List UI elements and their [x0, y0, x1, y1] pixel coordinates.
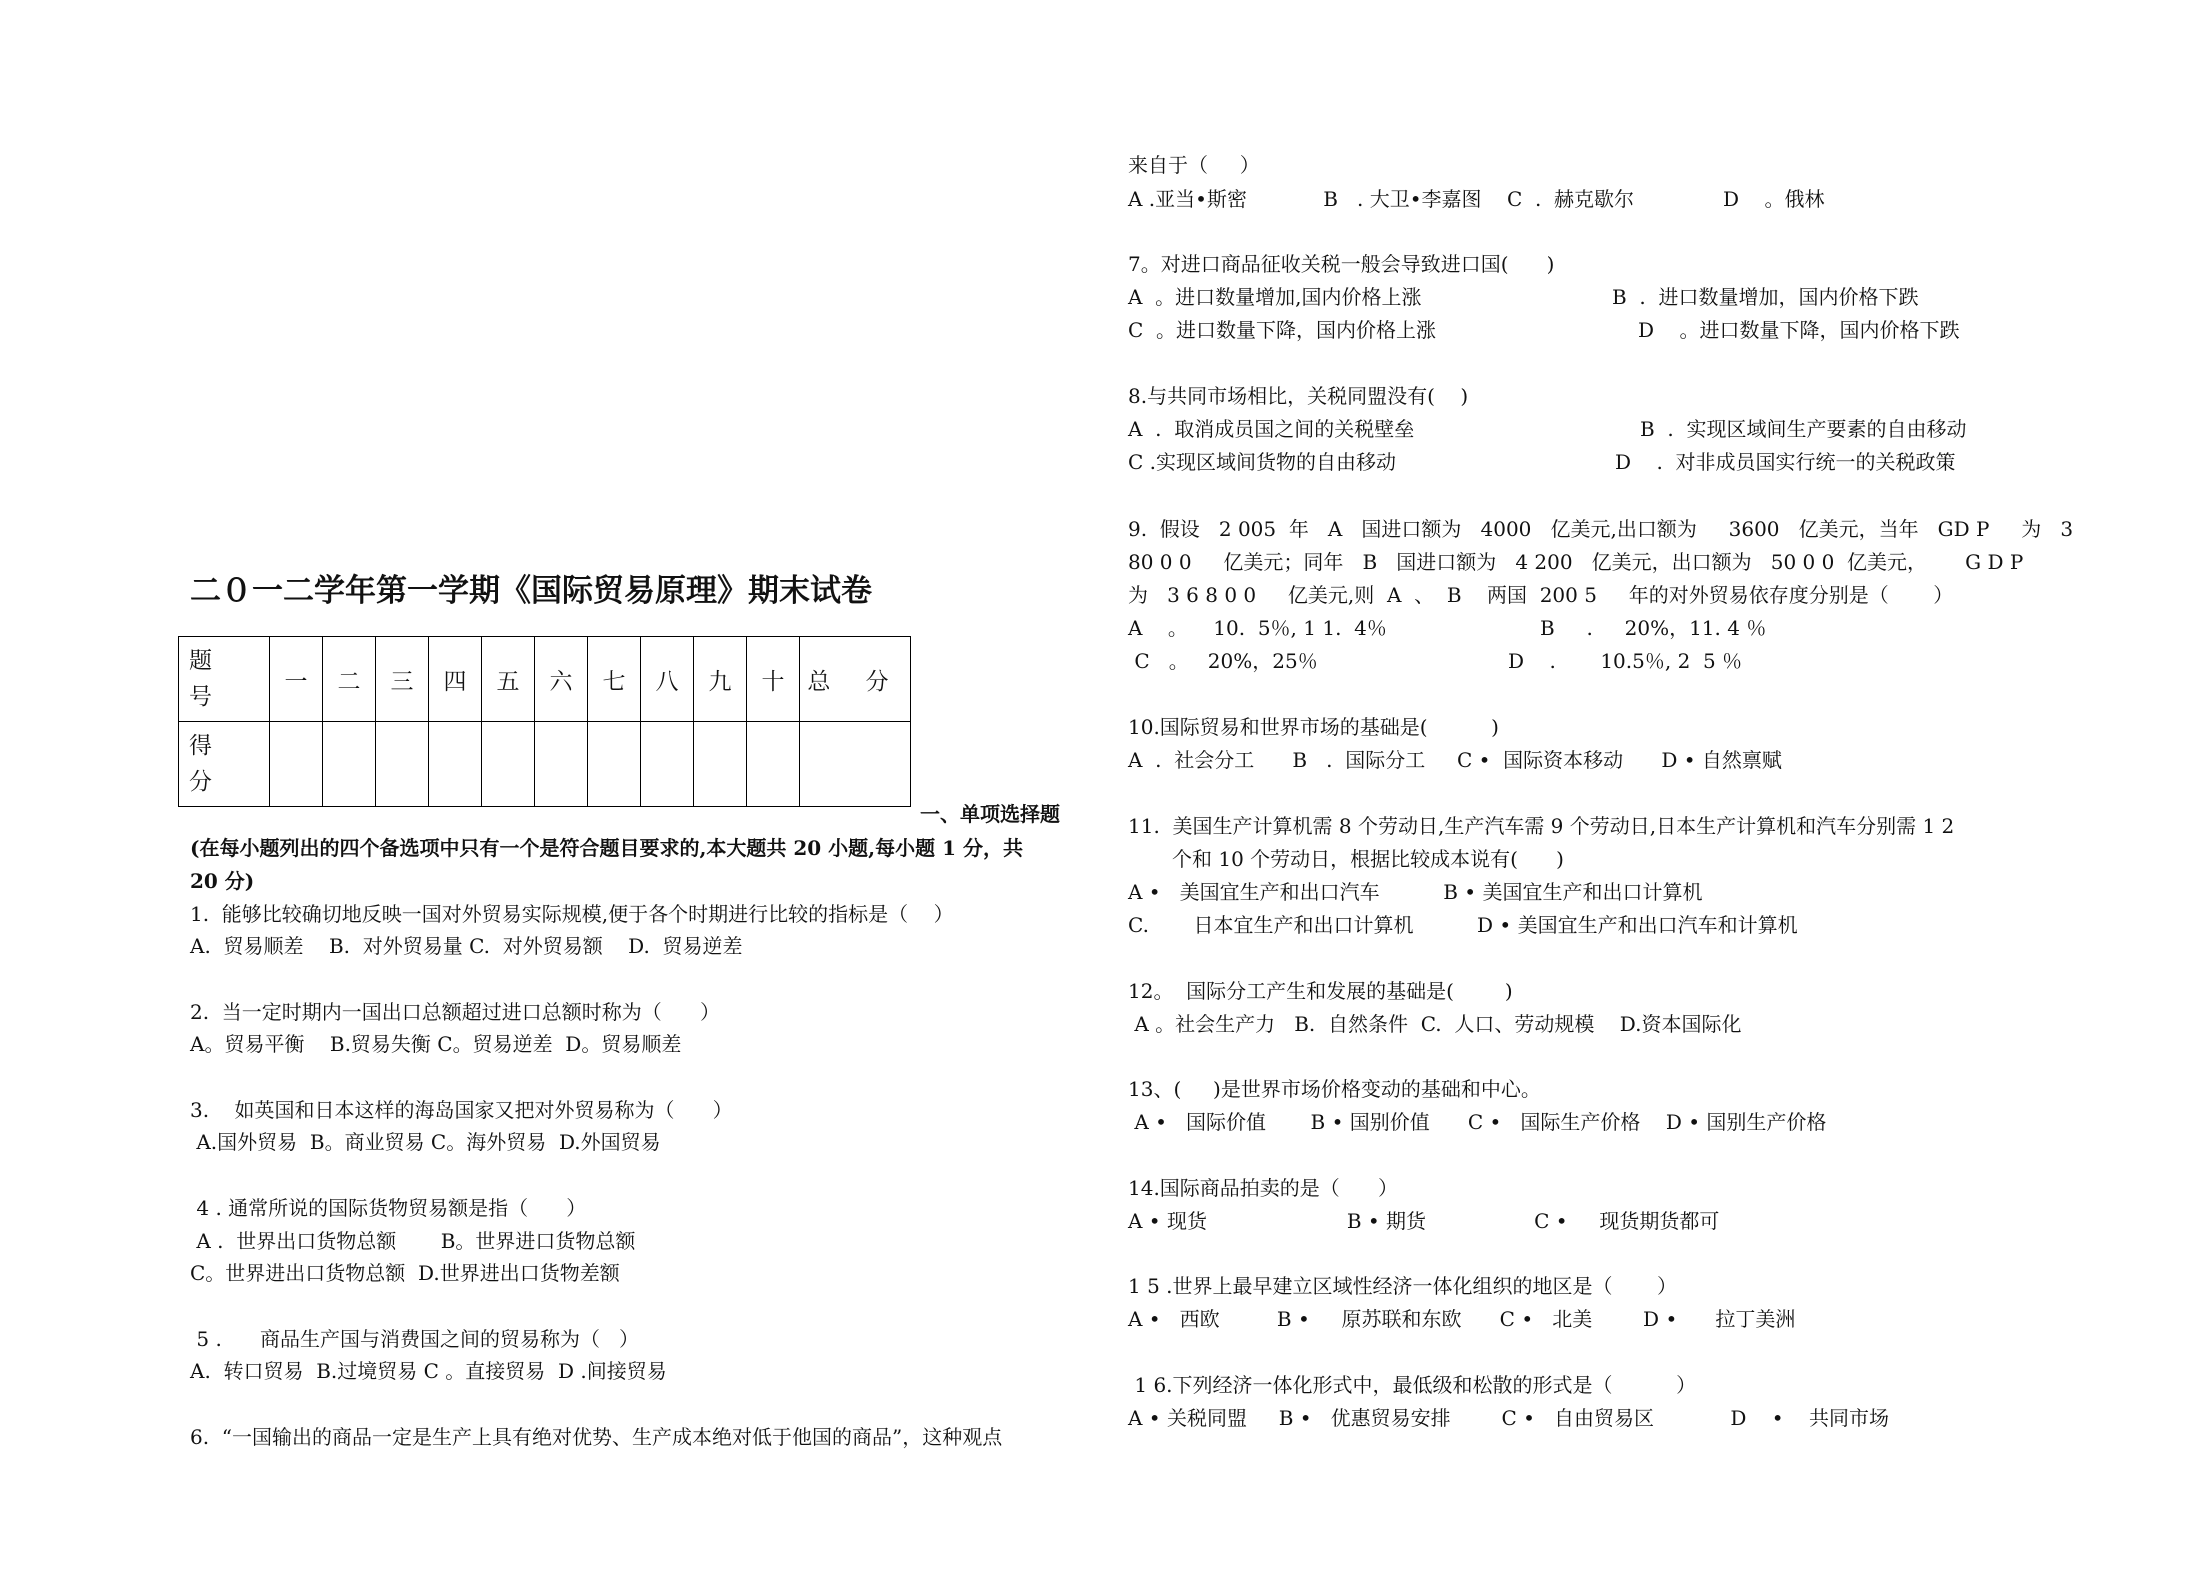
question-8-option-c: C .实现区域间货物的自由移动 [1128, 450, 1397, 474]
score-table-row-score [179, 722, 911, 807]
question-15: 1 5 .世界上最早建立区域性经济一体化组织的地区是（ ） [1128, 1274, 1678, 1298]
section-instructions: 20 分) [190, 869, 255, 893]
score-cell[interactable] [747, 722, 800, 807]
score-cell[interactable] [588, 722, 641, 807]
question-1: 1. 能够比较确切地反映一国对外贸易实际规模,便于各个时期进行比较的指标是（ ） [190, 902, 954, 926]
question-9-option-a: A 。 10. 5％, 1 1. 4％ [1128, 616, 1387, 640]
score-cell[interactable] [376, 722, 429, 807]
score-col-5: 五 [482, 637, 535, 722]
question-11-options: A • 美国宜生产和出口汽车 B • 美国宜生产和出口计算机 [1128, 880, 1703, 904]
question-16: 1 6.下列经济一体化形式中，最低级和松散的形式是（ ） [1128, 1373, 1697, 1397]
question-8: 8.与共同市场相比，关税同盟没有( ) [1128, 384, 1469, 408]
question-4-options: A . 世界出口货物总额 B。世界进口货物总额 [190, 1229, 636, 1253]
question-3: 3. 如英国和日本这样的海岛国家又把对外贸易称为（ ） [190, 1098, 733, 1122]
question-6-options: A .亚当•斯密 B . 大卫•李嘉图 C . 赫克歇尔 D 。俄林 [1128, 187, 1825, 211]
question-4-options: C。世界进出口货物总额 D.世界进出口货物差额 [190, 1261, 620, 1285]
score-table [178, 636, 911, 807]
question-16-options: A • 关税同盟 B • 优惠贸易安排 C • 自由贸易区 D • 共同市场 [1128, 1406, 1890, 1430]
question-6-cont: 来自于（ ） [1128, 153, 1260, 177]
question-7-option-a: A 。进口数量增加,国内价格上涨 [1128, 285, 1422, 309]
score-col-2: 二 [323, 637, 376, 722]
question-10: 10.国际贸易和世界市场的基础是( ) [1128, 715, 1499, 739]
question-14: 14.国际商品拍卖的是（ ） [1128, 1176, 1398, 1200]
question-11-options: C. 日本宜生产和出口计算机 D • 美国宜生产和出口汽车和计算机 [1128, 913, 1798, 937]
score-col-8: 八 [641, 637, 694, 722]
score-col-10: 十 [747, 637, 800, 722]
score-table-row-label: 题 号 [179, 637, 270, 722]
question-7-option-c: C 。进口数量下降，国内价格上涨 [1128, 318, 1437, 342]
score-cell[interactable] [641, 722, 694, 807]
score-cell[interactable] [482, 722, 535, 807]
question-7-option-d: D 。进口数量下降，国内价格下跌 [1638, 318, 1960, 342]
section-heading: 一、单项选择题 [920, 802, 1060, 826]
score-cell[interactable] [535, 722, 588, 807]
question-5-options: A. 转口贸易 B.过境贸易 C 。直接贸易 D .间接贸易 [190, 1359, 667, 1383]
question-15-options: A • 西欧 B • 原苏联和东欧 C • 北美 D • 拉丁美洲 [1128, 1307, 1796, 1331]
question-13-options: A • 国际价值 B • 国别价值 C • 国际生产价格 D • 国别生产价格 [1128, 1110, 1827, 1134]
question-7-option-b: B . 进口数量增加，国内价格下跌 [1612, 285, 1919, 309]
score-col-9: 九 [694, 637, 747, 722]
question-9: 为 3 6 8 0 0 亿美元,则 A 、 B 两国 200 5 年的对外贸易依存度分别是（ ） [1128, 583, 1954, 607]
question-9-option-b: B . 20%，11. 4 ％ [1540, 616, 1767, 640]
section-instructions: (在每小题列出的四个备选项中只有一个是符合题目要求的,本大题共 20 小题,每小题 1 分，共 [190, 836, 1023, 860]
question-3-options: A.国外贸易 B。商业贸易 C。海外贸易 D.外国贸易 [190, 1130, 661, 1154]
question-2: 2. 当一定时期内一国出口总额超过进口总额时称为（ ） [190, 1000, 720, 1024]
question-5: 5 . 商品生产国与消费国之间的贸易称为（ ） [190, 1327, 640, 1351]
question-11: 11. 美国生产计算机需 8 个劳动日,生产汽车需 9 个劳动日,日本生产计算机和汽车分别需 1 2 [1128, 814, 1955, 838]
question-1-options: A. 贸易顺差 B. 对外贸易量 C. 对外贸易额 D. 贸易逆差 [190, 934, 743, 958]
score-cell[interactable] [694, 722, 747, 807]
question-9: 80 0 0 亿美元；同年 B 国进口额为 4 200 亿美元，出口额为 50 0 0 亿美元， G D P [1128, 550, 2024, 574]
score-col-total: 总 分 [800, 637, 911, 722]
question-9: 9. 假设 2 005 年 A 国进口额为 4000 亿美元,出口额为 3600 亿美元，当年 GD P 为 3 [1128, 517, 2074, 541]
question-9-option-d: D . 10.5％, 2 5 ％ [1508, 649, 1743, 673]
question-7: 7。对进口商品征收关税一般会导致进口国( ) [1128, 252, 1555, 276]
score-col-4: 四 [429, 637, 482, 722]
score-col-3: 三 [376, 637, 429, 722]
score-table-row-label: 得 分 [179, 722, 270, 807]
question-12-options: A 。社会生产力 B. 自然条件 C. 人口、劳动规模 D.资本国际化 [1128, 1012, 1742, 1036]
question-2-options: A。贸易平衡 B.贸易失衡 C。贸易逆差 D。贸易顺差 [190, 1032, 682, 1056]
question-8-option-a: A . 取消成员国之间的关税壁垒 [1128, 417, 1415, 441]
score-table-row-question [179, 637, 911, 722]
question-8-option-b: B . 实现区域间生产要素的自由移动 [1640, 417, 1967, 441]
score-cell[interactable] [429, 722, 482, 807]
score-cell[interactable] [323, 722, 376, 807]
question-13: 13、( )是世界市场价格变动的基础和中心。 [1128, 1077, 1541, 1101]
score-cell[interactable] [270, 722, 323, 807]
score-col-1: 一 [270, 637, 323, 722]
score-col-7: 七 [588, 637, 641, 722]
question-14-options: A • 现货 B • 期货 C • 现货期货都可 [1128, 1209, 1720, 1233]
question-8-option-d: D . 对非成员国实行统一的关税政策 [1615, 450, 1956, 474]
question-11: 个和 10 个劳动日，根据比较成本说有( ) [1172, 847, 1564, 871]
question-12: 12。 国际分工产生和发展的基础是( ) [1128, 979, 1513, 1003]
question-4: 4 . 通常所说的国际货物贸易额是指（ ） [190, 1196, 587, 1220]
question-9-option-c: C 。 20%，25％ [1128, 649, 1318, 673]
score-cell[interactable] [800, 722, 911, 807]
exam-title: 二０一二学年第一学期《国际贸易原理》期末试卷 [190, 573, 872, 609]
score-col-6: 六 [535, 637, 588, 722]
question-10-options: A . 社会分工 B . 国际分工 C • 国际资本移动 D • 自然禀赋 [1128, 748, 1782, 772]
question-6: 6. “一国输出的商品一定是生产上具有绝对优势、生产成本绝对低于他国的商品”，这种观点 [190, 1425, 1003, 1449]
